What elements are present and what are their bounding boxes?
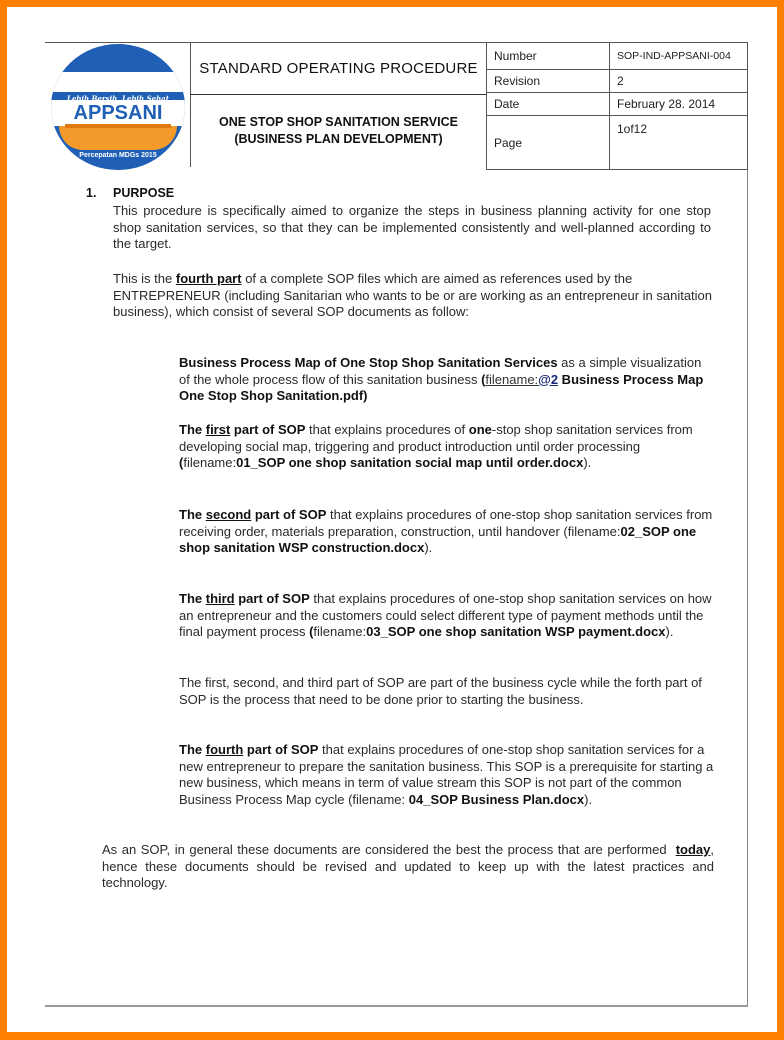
list-item-first-part [179,422,714,472]
meta-row-date [487,93,748,116]
text-run: , hence these documents should be revised and updated to keep up with the latest practices and technology. [102,842,714,890]
text-run: -stop shop sanitation services from developing social map, triggering and product introduction until order processing [179,422,693,454]
logo-band [59,126,177,150]
text-run: ( [309,624,314,639]
meta-label: Page [487,116,610,170]
text-run: part of SOP [234,591,310,606]
logo-brand-text: APPSANI [73,102,163,124]
text-run: that explains procedures of one-stop shop sanitation services on how an entrepreneur and the customers could select different type of payment methods until the final payment process [179,591,712,639]
text-run: of a complete SOP files which are aimed as references used by the ENTREPRENEUR (including Sanitarian who wants to be or are working as an entrepreneur in sanitation business), which consist of several SOP documents as follow: [113,271,713,319]
text-run: that explains procedures of one-stop shop sanitation services from receiving order, materials preparation, construction, until handover (filename: [179,507,713,539]
section-title: PURPOSE [113,186,175,200]
meta-label: Number [487,43,610,70]
text-run: part of SOP [243,742,319,757]
meta-row-page [487,116,748,170]
filename-value: 02_SOP one shop sanitation WSP construction.docx [179,523,697,555]
section-number: 1. [86,186,97,200]
appsani-logo [51,44,185,170]
section-heading [86,185,174,202]
text-run: that explains procedures of one-stop shop sanitation services for a new entrepreneur to prepare the sanitation business. This SOP is a prerequisite for starting a new business, which means in term of value stream this SOP is not part of the common Business Process Map cycle (filename: [179,742,714,807]
logo-bottom-text: Percepatan MDGs 2015 [79,152,157,159]
list-item-fourth-part [179,742,714,808]
text-run: The [179,507,206,522]
meta-label: Revision [487,70,610,93]
text-run: filename: [313,624,367,639]
ordinal-third: third [205,591,235,606]
meta-value: SOP-IND-APPSANI-004 [610,43,748,70]
meta-row-number [487,43,748,70]
text-run: The [179,591,206,606]
page-right-border [747,42,748,1006]
document-meta-table [486,42,748,170]
filename-at-link[interactable]: @2 [538,371,559,387]
text-run: ). [583,455,592,470]
emphasis-today: today [675,842,711,857]
text-run: As an SOP, in general these documents are considered the best the process that are performed [102,842,676,857]
filename-value: 03_SOP one shop sanitation WSP payment.docx [366,624,666,639]
meta-value: February 28. 2014 [610,93,748,116]
text-run: as a simple visualization of the whole process flow of this sanitation business [179,355,702,387]
filename-value: 04_SOP Business Plan.docx [408,791,585,807]
text-run: ). [584,791,593,807]
meta-value: 1of12 [610,116,748,170]
text-run: ( [179,455,184,470]
text-run: part of SOP [230,422,306,437]
ordinal-fourth: fourth [205,742,244,757]
meta-row-revision [487,70,748,93]
meta-label: Date [487,93,610,116]
list-item-business-process-map [179,355,714,405]
closing-paragraph [102,842,714,892]
list-item-second-part [179,507,714,557]
text-run: This is the [113,271,176,286]
filename-value: 01_SOP one shop sanitation social map until order.docx [236,455,584,470]
list-item-third-part [179,591,714,641]
intro-paragraph [113,271,723,321]
document-title: STANDARD OPERATING PROCEDURE [199,60,478,77]
ordinal-second: second [205,507,252,522]
purpose-paragraph: This procedure is specifically aimed to organize the steps in business planning activity for one stop shop sanitation services, so that they can be implemented consistently and well-planned according to the target. [113,203,711,251]
page-bottom-border [45,1005,748,1007]
subtitle-line-2: (BUSINESS PLAN DEVELOPMENT) [234,132,443,146]
logo-tagline: Lebih Bersih, Lebih Sehat [67,94,169,103]
item-title: Business Process Map of One Stop Shop Sanitation Services [179,355,558,370]
emphasis-fourth-part: fourth part [175,271,242,286]
text-run: ). [665,624,674,639]
text-run: ). [424,540,433,555]
filename-value: Business Process Map One Stop Shop Sanitation.pdf) [179,371,704,403]
cycle-note-paragraph: The first, second, and third part of SOP are part of the business cycle while the forth part of SOP is the process that need to be done prior to starting the business. [179,675,702,707]
text-run: that explains procedures of [305,422,469,437]
document-subtitle [191,95,486,167]
text-run: The [179,422,206,437]
subtitle-line-1: ONE STOP SHOP SANITATION SERVICE [219,115,458,129]
text-run: The [179,742,206,757]
ordinal-first: first [205,422,231,437]
text-run: one [468,422,492,437]
text-run: ( [481,371,486,387]
document-page [7,7,777,1032]
logo-stripe [65,124,171,128]
text-run: part of SOP [251,507,327,522]
meta-value: 2 [610,70,748,93]
filename-label-link[interactable]: filename: [485,371,539,387]
text-run: filename: [183,455,237,470]
logo-org-text: STBM [109,64,127,70]
